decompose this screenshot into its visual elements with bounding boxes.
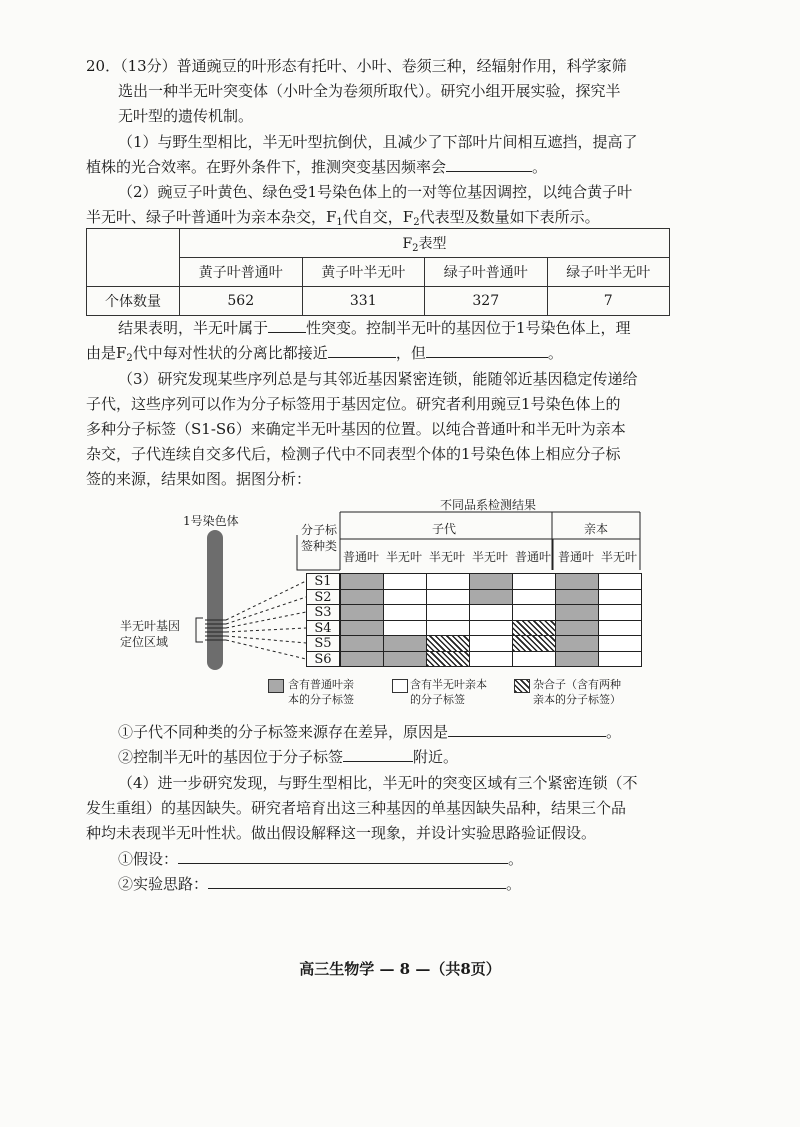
offspring-header: 子代: [432, 522, 457, 536]
subscript-3: 2: [126, 353, 133, 364]
experiment-line: [118, 874, 521, 894]
part2-line-1: （2）豌豆子叶黄色、绿色受1号染色体上的一对等位基因调控，以纯合黄子叶: [118, 183, 633, 201]
column-header: 半无叶: [429, 550, 466, 564]
count-cell: 327: [425, 287, 548, 316]
marker-cell: [469, 620, 513, 637]
q3a-end: 。: [606, 723, 622, 741]
marker-cell: [598, 589, 642, 606]
hypothesis-label: ①假设：: [118, 850, 179, 868]
marker-cell: [598, 604, 642, 621]
marker-cell: [469, 604, 513, 621]
marker-row-label: S3: [306, 604, 340, 621]
subscript-1: 1: [336, 217, 343, 228]
answer-blank-hypothesis[interactable]: [178, 849, 508, 864]
part2b-text-b: 性突变。控制半无叶的基因位于1号染色体上，理: [306, 319, 631, 337]
region-label-line1: 半无叶基因: [120, 619, 181, 633]
marker-cell: [512, 620, 556, 637]
marker-cell: [426, 635, 470, 652]
marker-row-label: S4: [306, 620, 340, 637]
q3b-line: [118, 747, 458, 767]
question-intro-line-3: 无叶型的遗传机制。: [118, 107, 254, 125]
legend-gray-line2: 本的分子标签: [288, 693, 354, 706]
marker-cell: [426, 589, 470, 606]
marker-cell: [426, 620, 470, 637]
marker-cell: [340, 635, 384, 652]
question-intro-line-2: 选出一种半无叶突变体（小叶全为卷须所取代）。研究小组开展实验，探究半: [118, 82, 621, 100]
marker-cell: [598, 573, 642, 590]
legend-gray-swatch: [268, 679, 284, 693]
part3-line-5: 签的来源，结果如图。据图分析：: [86, 470, 312, 488]
part2b-text-d: 代中每对性状的分离比都接近: [132, 344, 328, 362]
f2-phenotype-table: [86, 228, 670, 316]
legend-white-line1: 含有半无叶亲本: [410, 678, 487, 691]
legend-white-swatch: [392, 679, 408, 693]
experiment-label: ②实验思路：: [118, 875, 209, 893]
part1-text: 植株的光合效率。在野外条件下，推测突变基因频率会: [86, 158, 447, 176]
part2-text-b: 代自交，F: [342, 208, 414, 226]
hypothesis-end: 。: [508, 850, 524, 868]
table-corner-cell: [87, 229, 180, 287]
part3-line-1: （3）研究发现某些序列总是与其邻近基因紧密连锁，能随邻近基因稳定传递给: [118, 370, 638, 388]
q3a-text: ①子代不同种类的分子标签来源存在差异，原因是: [118, 723, 449, 741]
q3a-line: [118, 722, 621, 742]
marker-cell: [512, 573, 556, 590]
count-cell: 7: [547, 287, 670, 316]
legend-hatch-line1: 杂合子（含有两种: [533, 678, 621, 691]
marker-row-label: S1: [306, 573, 340, 590]
phenotype-header: 绿子叶普通叶: [425, 258, 548, 287]
count-cell: 331: [302, 287, 425, 316]
answer-blank-5[interactable]: [448, 722, 606, 737]
marker-cell: [512, 589, 556, 606]
column-header: 普通叶: [343, 550, 380, 564]
table-header-f2: $F_2$表型: [180, 229, 670, 258]
part3-line-3: 多种分子标签（S1-S6）来确定半无叶基因的位置。以纯合普通叶和半无叶为亲本: [86, 420, 626, 438]
region-label-line2: 定位区域: [120, 635, 169, 649]
part2b-text-c: 由是F: [86, 344, 127, 362]
marker-cell: [598, 635, 642, 652]
answer-blank-experiment[interactable]: [208, 874, 506, 889]
marker-cell: [383, 620, 427, 637]
marker-cell: [469, 651, 513, 668]
page-footer: 高三生物学 — 8 —（共8页）: [299, 960, 501, 978]
marker-row-label: S5: [306, 635, 340, 652]
row-header-line2: 签种类: [301, 539, 338, 553]
column-header: 半无叶: [386, 550, 423, 564]
marker-cell: [426, 573, 470, 590]
marker-cell: [383, 589, 427, 606]
part2-text-c: 代表型及数量如下表所示。: [419, 208, 600, 226]
marker-cell: [555, 573, 599, 590]
marker-cell: [512, 651, 556, 668]
figure-top-title: 不同品系检测结果: [440, 498, 537, 512]
answer-blank-4[interactable]: [426, 343, 548, 358]
marker-cell: [555, 604, 599, 621]
marker-cell: [383, 604, 427, 621]
part2b-text-a: 结果表明，半无叶属于: [118, 319, 269, 337]
question-intro-line-1: 20．（13分）普通豌豆的叶形态有托叶、小叶、卷须三种，经辐射作用，科学家筛: [86, 57, 627, 75]
column-header: 半无叶: [472, 550, 509, 564]
part1-line-1: （1）与野生型相比，半无叶型抗倒伏，且减少了下部叶片间相互遮挡，提高了: [118, 133, 638, 151]
part2b-line-2: [86, 343, 563, 369]
marker-cell: [555, 651, 599, 668]
phenotype-header: 黄子叶半无叶: [302, 258, 425, 287]
marker-cell: [512, 635, 556, 652]
row-label-count: 个体数量: [87, 287, 180, 316]
answer-blank-3[interactable]: [328, 343, 396, 358]
legend-white-line2: 的分子标签: [410, 693, 465, 706]
part4-line-2: 发生重组）的基因缺失。研究者培育出这三种基因的单基因缺失品种，结果三个品: [86, 799, 627, 817]
marker-row-label: S6: [306, 651, 340, 668]
part2b-text-f: 。: [547, 344, 563, 362]
parents-header: 亲本: [584, 522, 609, 536]
part3-line-2: 子代，这些序列可以作为分子标签用于基因定位。研究者利用豌豆1号染色体上的: [86, 395, 621, 413]
part3-line-4: 杂交，子代连续自交多代后，检测子代中不同表型个体的1号染色体上相应分子标: [86, 445, 621, 463]
part4-line-3: 种均未表现半无叶性状。做出假设解释这一现象，并设计实验思路验证假设。: [86, 824, 597, 842]
marker-cell: [598, 651, 642, 668]
legend-hatch-swatch: [514, 679, 530, 693]
experiment-end: 。: [506, 875, 522, 893]
column-header: 普通叶: [558, 550, 595, 564]
marker-cell: [469, 635, 513, 652]
marker-cell: [340, 573, 384, 590]
chromosome-label: 1号染色体: [183, 514, 239, 528]
marker-row-label: S2: [306, 589, 340, 606]
chromosome-shape: [207, 530, 223, 670]
answer-blank-2[interactable]: [268, 318, 306, 333]
phenotype-header: 黄子叶普通叶: [180, 258, 303, 287]
marker-cell: [340, 620, 384, 637]
count-cell: 562: [180, 287, 303, 316]
marker-cell: [383, 651, 427, 668]
marker-cell: [555, 620, 599, 637]
column-header: 半无叶: [601, 550, 638, 564]
part1-line-2: 植株的光合效率。在野外条件下，推测突变基因频率会 。: [86, 158, 548, 176]
marker-cell: [426, 651, 470, 668]
column-header: 普通叶: [515, 550, 552, 564]
marker-cell: [340, 604, 384, 621]
marker-cell: [512, 604, 556, 621]
part2b-text-e: ，但: [395, 344, 426, 362]
row-header-line1: 分子标: [301, 523, 338, 537]
legend-hatch-line2: 亲本的分子标签）: [533, 693, 621, 706]
q3b-text: ②控制半无叶的基因位于分子标签: [118, 748, 344, 766]
legend-gray-line1: 含有普通叶亲: [288, 678, 354, 691]
marker-cell: [340, 651, 384, 668]
subscript-2: 2: [413, 217, 420, 228]
answer-blank-6[interactable]: [343, 747, 413, 762]
hypothesis-line: [118, 849, 523, 869]
marker-cell: [555, 589, 599, 606]
marker-cell: [383, 573, 427, 590]
part2b-line-1: [118, 318, 631, 338]
marker-cell: [340, 589, 384, 606]
marker-cell: [426, 604, 470, 621]
marker-cell: [469, 589, 513, 606]
marker-cell: [469, 573, 513, 590]
q3b-end: 附近。: [413, 748, 459, 766]
marker-cell: [555, 635, 599, 652]
part2-text-a: 半无叶、绿子叶普通叶为亲本杂交，F: [86, 208, 337, 226]
part4-line-1: （4）进一步研究发现，与野生型相比，半无叶的突变区域有三个紧密连锁（不: [118, 774, 638, 792]
answer-blank-1[interactable]: [446, 157, 532, 172]
marker-cell: [598, 620, 642, 637]
marker-cell: [383, 635, 427, 652]
phenotype-header: 绿子叶半无叶: [547, 258, 670, 287]
